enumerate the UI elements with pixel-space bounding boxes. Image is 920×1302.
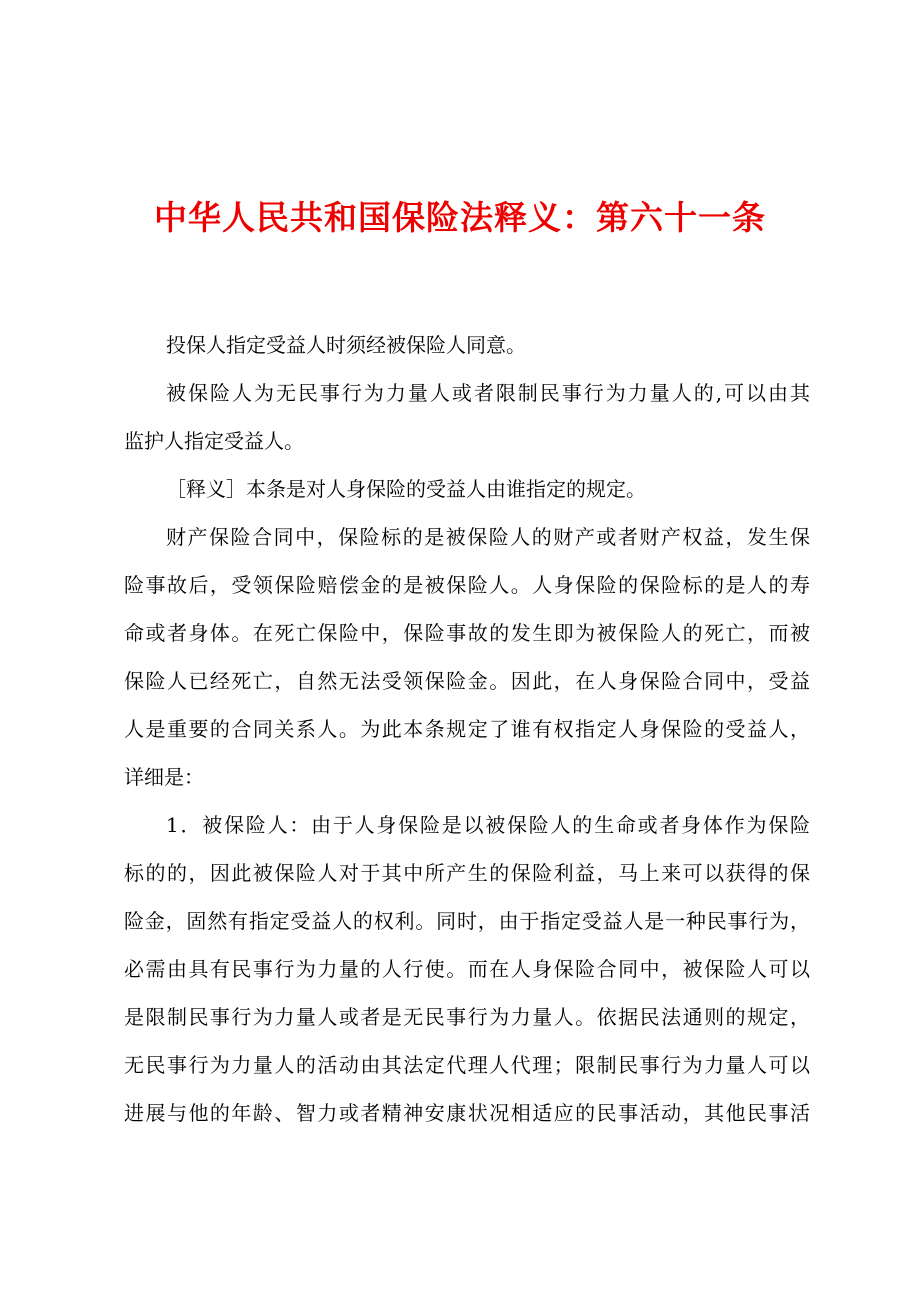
text-line: 监护人指定受益人。 (124, 429, 304, 453)
text-line: 是限制民事行为力量人或者是无民事行为力量人。依据民法通则的规定， (124, 1005, 810, 1029)
document-body (124, 330, 810, 1146)
text-line: 命或者身体。在死亡保险中，保险事故的发生即为被保险人的死亡，而被 (124, 621, 810, 645)
text-line: ［释义］本条是对人身保险的受益人由谁指定的规定。 (166, 477, 646, 501)
document-title: 中华人民共和国保险法释义：第六十一条 (154, 198, 766, 237)
text-line: 投保人指定受益人时须经被保险人同意。 (166, 333, 526, 357)
text-line: 被保险人为无民事行为力量人或者限制民事行为力量人的,可以由其 (166, 381, 810, 405)
text-line: 险金，固然有指定受益人的权利。同时，由于指定受益人是一种民事行为， (124, 909, 810, 933)
text-line: 险事故后，受领保险赔偿金的是被保险人。人身保险的保险标的是人的寿 (124, 573, 810, 597)
text-line: 人是重要的合同关系人。为此本条规定了谁有权指定人身保险的受益人， (124, 717, 810, 741)
text-line: 财产保险合同中，保险标的是被保险人的财产或者财产权益，发生保 (166, 525, 810, 549)
text-line: 无民事行为力量人的活动由其法定代理人代理；限制民事行为力量人可以 (124, 1053, 810, 1077)
text-line: 详细是： (124, 765, 204, 789)
text-line: 进展与他的年龄、智力或者精神安康状况相适应的民事活动，其他民事活 (124, 1101, 810, 1125)
text-line: 标的的，因此被保险人对于其中所产生的保险利益，马上来可以获得的保 (124, 861, 810, 885)
text-line: 1．被保险人：由于人身保险是以被保险人的生命或者身体作为保险 (166, 813, 810, 837)
text-line: 必需由具有民事行为力量的人行使。而在人身保险合同中，被保险人可以 (124, 957, 810, 981)
text-line: 保险人已经死亡，自然无法受领保险金。因此，在人身保险合同中，受益 (124, 669, 810, 693)
